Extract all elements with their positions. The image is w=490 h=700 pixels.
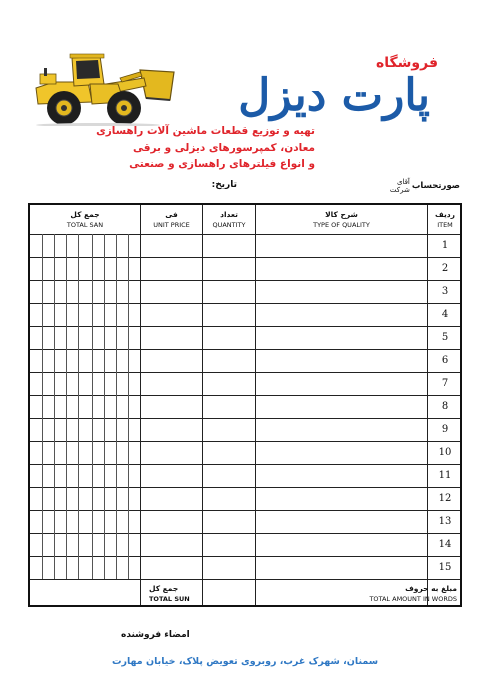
row-divider (30, 418, 460, 419)
service-line: و انواع فیلترهای راهسازی و صنعتی (129, 158, 315, 170)
services-description (85, 123, 315, 173)
row-number: 1 (441, 240, 449, 251)
total-sum-cell (141, 580, 202, 607)
header-desc-fa: شرح کالا (325, 209, 358, 219)
row-number: 6 (441, 355, 449, 366)
total-subcolumn-divider (54, 234, 55, 579)
total-subcolumn-divider (92, 234, 93, 579)
total-subcolumn-divider (42, 234, 43, 579)
header-desc-en: TYPE OF QUALITY (313, 220, 370, 229)
total-subcolumn-divider (128, 234, 129, 579)
row-divider (30, 487, 460, 488)
service-line: معادن، کمپرسورهای دیزلی و برقی (132, 141, 315, 154)
recipient-type (390, 178, 410, 194)
row-number: 10 (438, 447, 452, 458)
total-sum-en: TOTAL SUN (149, 594, 190, 603)
company-label: شرکت (389, 186, 410, 194)
row-divider (30, 257, 460, 258)
wheel-loader-image (28, 48, 178, 126)
row-number: 4 (441, 309, 449, 320)
row-divider (30, 326, 460, 327)
total-subcolumn-divider (78, 234, 79, 579)
row-number: 15 (438, 562, 452, 573)
row-divider (30, 441, 460, 442)
header-qty-en: QUANTITY (212, 220, 246, 229)
header-total (30, 205, 140, 234)
row-divider (30, 395, 460, 396)
header-qty-fa: تعداد (220, 209, 238, 219)
header-unit-price (141, 205, 202, 234)
row-number: 8 (441, 401, 449, 412)
header-total-fa: جمع کل (70, 209, 100, 219)
total-sum-fa: جمع کل (149, 583, 179, 593)
row-divider (30, 372, 460, 373)
header-divider (30, 234, 460, 235)
row-number: 13 (438, 516, 452, 527)
column-divider (202, 205, 203, 605)
row-divider (30, 533, 460, 534)
row-number: 5 (441, 332, 449, 343)
row-divider (30, 280, 460, 281)
total-subcolumn-divider (66, 234, 67, 579)
column-divider (140, 205, 141, 605)
row-number: 12 (438, 493, 452, 504)
row-number: 2 (441, 263, 449, 274)
row-divider (30, 349, 460, 350)
amount-in-words-cell (256, 580, 461, 607)
shop-label: فروشگاه (375, 55, 438, 71)
brand-name: پارت دیزل (238, 70, 430, 121)
header-row-fa: ردیف (435, 209, 455, 219)
wheel-loader-icon (28, 48, 178, 126)
invoice-label: صورتحساب (411, 181, 460, 191)
row-divider (30, 510, 460, 511)
row-divider (30, 464, 460, 465)
row-number: 3 (441, 286, 449, 297)
row-divider (30, 556, 460, 557)
amount-words-fa: مبلغ به حروف (405, 583, 457, 593)
total-subcolumn-divider (116, 234, 117, 579)
shop-address: سمنان، شهرک غرب، روبروی تعویض پلاک، خیابان مهارت (111, 656, 379, 667)
header-row-number (428, 205, 462, 234)
row-number: 14 (438, 539, 452, 550)
invoice-table (28, 203, 462, 607)
row-divider (30, 303, 460, 304)
seller-signature-label: امضاء فروشنده (121, 630, 190, 640)
service-line: تهیه و توزیع قطعات ماشین آلات راهسازی (96, 125, 315, 137)
header-description (256, 205, 427, 234)
header-total-en: TOTAL SAN (66, 220, 104, 229)
header-price-fa: فی (165, 209, 178, 219)
mr-label: آقای (396, 178, 410, 186)
row-number: 7 (441, 378, 449, 389)
date-label: تاریخ: (211, 180, 237, 190)
amount-words-en: TOTAL AMOUNT IN WORDS (369, 594, 457, 603)
invoice-recipient (390, 178, 460, 194)
row-number: 11 (438, 470, 452, 481)
header-row-en: ITEM (437, 220, 453, 229)
header-quantity (203, 205, 255, 234)
header-price-en: UNIT PRICE (153, 220, 190, 229)
total-subcolumn-divider (104, 234, 105, 579)
column-divider (255, 205, 256, 605)
row-number: 9 (441, 424, 449, 435)
